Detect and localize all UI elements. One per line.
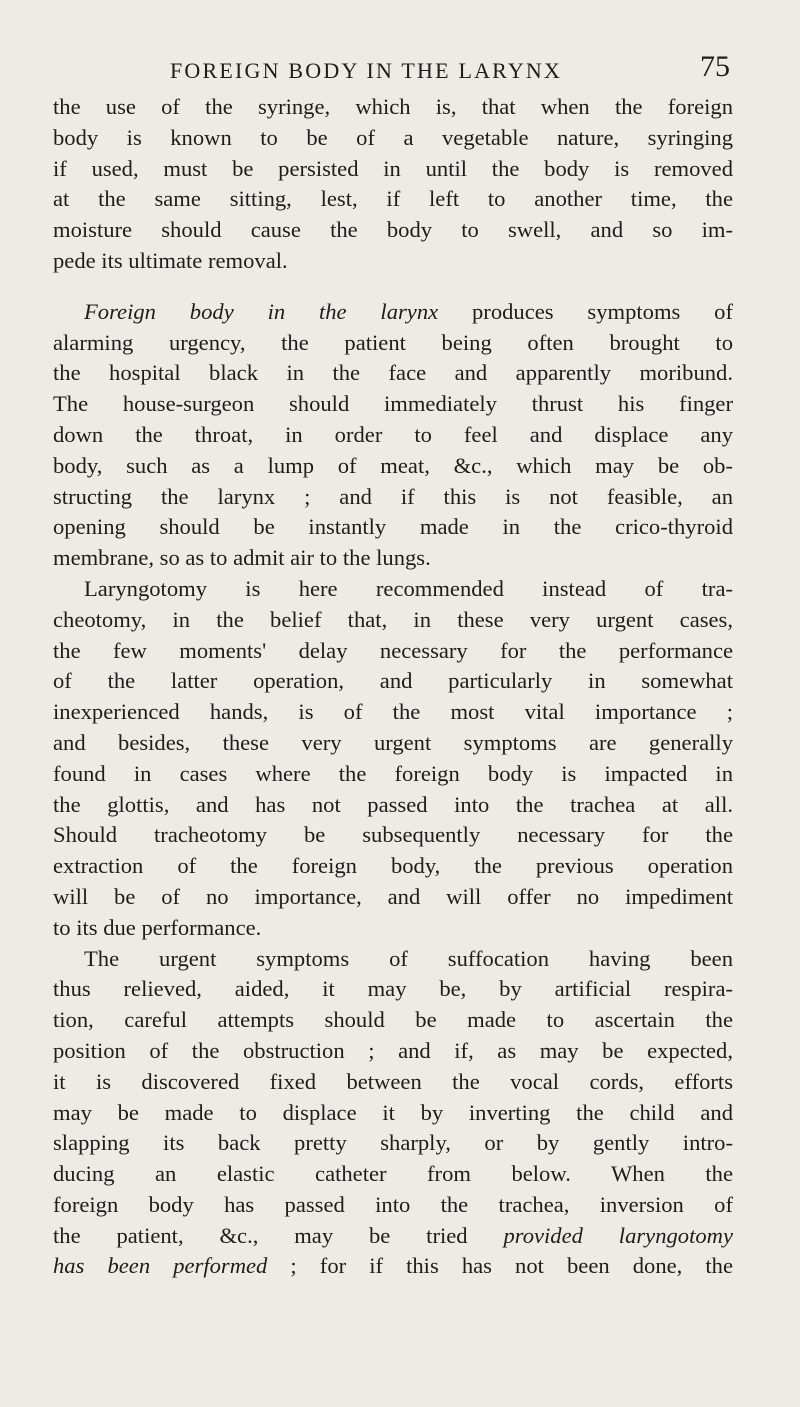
text-line: cheotomy, in the belief that, in these very urgent cases, — [53, 606, 733, 632]
text-line — [53, 1221, 733, 1252]
text-line: the use of the syringe, which is, that when the foreign — [53, 94, 733, 119]
text-line: down the throat, in order to feel and displace any — [53, 421, 733, 447]
paragraph-suffocation — [53, 944, 733, 1283]
running-head-title: FOREIGN BODY IN THE LARYNX — [170, 58, 563, 83]
text-line: will be of no importance, and will offer no impediment — [53, 883, 733, 909]
section-heading-italic: Foreign body in the larynx — [84, 298, 439, 324]
text-line: structing the larynx ; and if this is not feasible, an — [53, 483, 733, 509]
text-line: it is discovered fixed between the vocal cords, efforts — [53, 1068, 733, 1094]
italic-emphasis: provided laryngotomy — [503, 1222, 733, 1248]
paragraph-syringe — [53, 92, 733, 277]
text-line: moisture should cause the body to swell, and so im- — [53, 217, 733, 243]
text-line: The urgent symptoms of suffocation having been — [84, 945, 733, 971]
text-line: the glottis, and has not passed into the trachea at all. — [53, 791, 733, 817]
text-line: opening should be instantly made in the crico-thyroid — [53, 514, 733, 540]
italic-emphasis: has been performed — [53, 1253, 268, 1279]
text-run: ; for if this has not been done, the — [267, 1253, 733, 1279]
text-line: The house-surgeon should immediately thrust his finger — [53, 391, 733, 417]
text-line: membrane, so as to admit air to the lungs. — [53, 545, 431, 571]
text-line — [53, 297, 733, 328]
text-line: of the latter operation, and particularly in somewhat — [53, 668, 733, 694]
text-line — [53, 1251, 733, 1282]
text-line: extraction of the foreign body, the previous operation — [53, 853, 733, 879]
text-line: if used, must be persisted in until the body is removed — [53, 155, 733, 181]
text-line: position of the obstruction ; and if, as may be expected, — [53, 1037, 733, 1063]
page-number: 75 — [700, 50, 730, 83]
text-run: the patient, &c., may be tried — [53, 1222, 504, 1248]
text-line: inexperienced hands, is of the most vital importance ; — [53, 699, 733, 725]
text-line: may be made to displace it by inverting the child and — [53, 1099, 733, 1125]
text-line: body, such as a lump of meat, &c., which may be ob- — [53, 452, 733, 478]
text-line: at the same sitting, lest, if left to another time, the — [53, 186, 733, 212]
paragraph-spacer — [53, 277, 733, 297]
running-head — [170, 50, 730, 90]
text-line: the few moments' delay necessary for the performance — [53, 637, 733, 663]
text-run: produces symptoms of — [438, 298, 733, 324]
body-text — [53, 92, 733, 1282]
text-line: Laryngotomy is here recommended instead of tra- — [84, 575, 733, 601]
text-line: thus relieved, aided, it may be, by artificial respira- — [53, 976, 733, 1002]
text-line: body is known to be of a vegetable nature, syringing — [53, 124, 733, 150]
text-line: slapping its back pretty sharply, or by gently intro- — [53, 1130, 733, 1156]
text-line: tion, careful attempts should be made to ascertain the — [53, 1007, 733, 1033]
text-line: the hospital black in the face and apparently moribund. — [53, 360, 733, 386]
text-line: alarming urgency, the patient being often brought to — [53, 329, 733, 355]
text-line: Should tracheotomy be subsequently necessary for the — [53, 822, 733, 848]
paragraph-foreign-body-larynx — [53, 297, 733, 574]
text-line: foreign body has passed into the trachea, inversion of — [53, 1191, 733, 1217]
text-line: found in cases where the foreign body is impacted in — [53, 760, 733, 786]
text-line: ducing an elastic catheter from below. When the — [53, 1161, 733, 1187]
paragraph-laryngotomy — [53, 574, 733, 944]
text-line: to its due performance. — [53, 914, 262, 940]
text-line: pede its ultimate removal. — [53, 247, 288, 273]
text-line: and besides, these very urgent symptoms are generally — [53, 729, 733, 755]
